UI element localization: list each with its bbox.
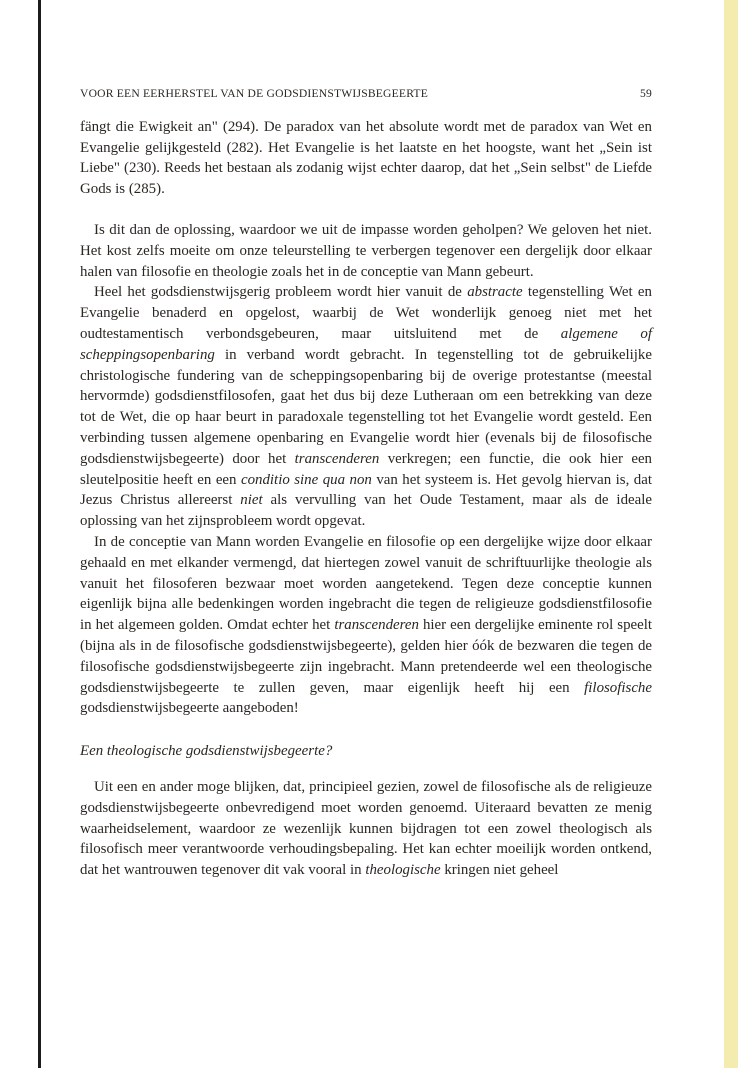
- paragraph-5: [80, 777, 652, 881]
- page-edge-rule: [38, 0, 41, 1068]
- emphasis: algemene of scheppingsopenbaring: [80, 325, 652, 363]
- text-run: tegenstelling Wet en Evangelie benaderd en opgelost, waarbij de Wet wonderlijk genoeg niet met het oudtestamentisch verbondsgebeuren, maar uitsluitend met de: [80, 284, 652, 342]
- text-run: In de conceptie van Mann worden Evangelie en filosofie op een dergelijke wijze door elkaar gehaald en met elkander vermengd, dat hiertegen zowel vanuit de schriftuurlijke theologie als vanuit het filosoferen bezwaar moet worden aangetekend. Tegen deze conceptie kunnen eigenlijk bijna alle bedenkingen worden ingebracht die tegen de religieuze godsdienstfilosofie in het algemeen golden. Omdat echter het: [80, 533, 652, 634]
- text-run: in verband wordt gebracht. In tegenstelling tot de gebruikelijke christologische fundering van de scheppingsopenbaring bij de overige protestantse (meestal hervormde) godsdienstfilosofen, gaat het dus bij deze Lutheraan om een betrekking van deze tot de Wet, die op haar beurt in paradoxale tegenstelling tot het Evangelie wordt gesteld. Een verbinding tussen algemene openbaring en Evangelie wordt hier (evenals bij de filosofische godsdienstwijsbegeerte) door het: [80, 346, 652, 467]
- text-run: hier een dergelijke eminente rol speelt (bijna als in de filosofische godsdienstwijsbegeerte), gelden hier óók de bezwaren die tegen de filosofische godsdienstwijsbegeerte zijn ingebracht. Mann pretendeerde wel een theologische godsdienstwijsbegeerte te zullen geven, maar eigenlijk heeft hij een: [80, 617, 653, 696]
- page-edge-strip: [724, 0, 738, 1068]
- text-run: als vervulling van het Oude Testament, maar als de ideale oplossing van het zijnsprobleem wordt opgevat.: [80, 492, 652, 530]
- paragraph-1: fängt die Ewigkeit an" (294). De paradox van het absolute wordt met de paradox van Wet en Evangelie gelijkgesteld (282). Het Evangelie is het laatste en het hoogste, want het „Sein ist Liebe" (230). Reeds het bestaan als zodanig wijst echter daarop, dat het „Sein selbst" de Liefde Gods is (285).: [80, 118, 652, 198]
- paragraph-3: [80, 282, 652, 532]
- section-heading: Een theologische godsdienstwijsbegeerte?: [80, 743, 333, 760]
- emphasis: abstracte: [467, 284, 523, 301]
- text-run: Heel het godsdienstwijsgerig probleem wordt hier vanuit de: [94, 284, 468, 301]
- paragraph-4: [80, 532, 652, 719]
- paragraph-2: Is dit dan de oplossing, waardoor we uit de impasse worden geholpen? We geloven het niet. Het kost zelfs moeite om onze teleurstelling te verbergen tegenover een dergelijk door elkaar halen van filosofie en theologie zoals het in de conceptie van Mann gebeurt.: [80, 221, 652, 280]
- emphasis: transcenderen: [334, 617, 419, 634]
- running-head: [80, 84, 652, 105]
- text-run: verkregen; een functie, die ook hier een sleutelpositie heeft en een: [80, 450, 653, 488]
- text-run: Uit een en ander moge blijken, dat, principieel gezien, zowel de filosofische als de religieuze godsdienstwijsbegeerte onbevredigend moet worden genoemd. Uiteraard bevatten ze menig waarheidselement, waardoor ze wezenlijk kunnen bijdragen tot een zowel theologisch als filosofisch meer verantwoorde verhoudingsbepaling. Het kan echter moeilijk worden ontkend, dat het wantrouwen tegenover dit vak vooral in: [80, 778, 652, 879]
- emphasis: niet: [240, 492, 263, 509]
- text-run: godsdienstwijsbegeerte aangeboden!: [80, 700, 299, 717]
- emphasis: theologische: [365, 862, 441, 879]
- book-page: [80, 84, 652, 881]
- emphasis: filosofische: [584, 679, 652, 696]
- text-run: van het systeem is. Het gevolg hiervan is, dat Jezus Christus allereerst: [80, 471, 652, 509]
- emphasis: conditio sine qua non: [240, 471, 372, 488]
- running-head-title: VOOR EEN EERHERSTEL VAN DE GODSDIENSTWIJSBEGEERTE: [80, 87, 428, 100]
- text-run: kringen niet geheel: [440, 862, 559, 879]
- emphasis: transcenderen: [294, 450, 380, 467]
- page-number: 59: [640, 87, 652, 100]
